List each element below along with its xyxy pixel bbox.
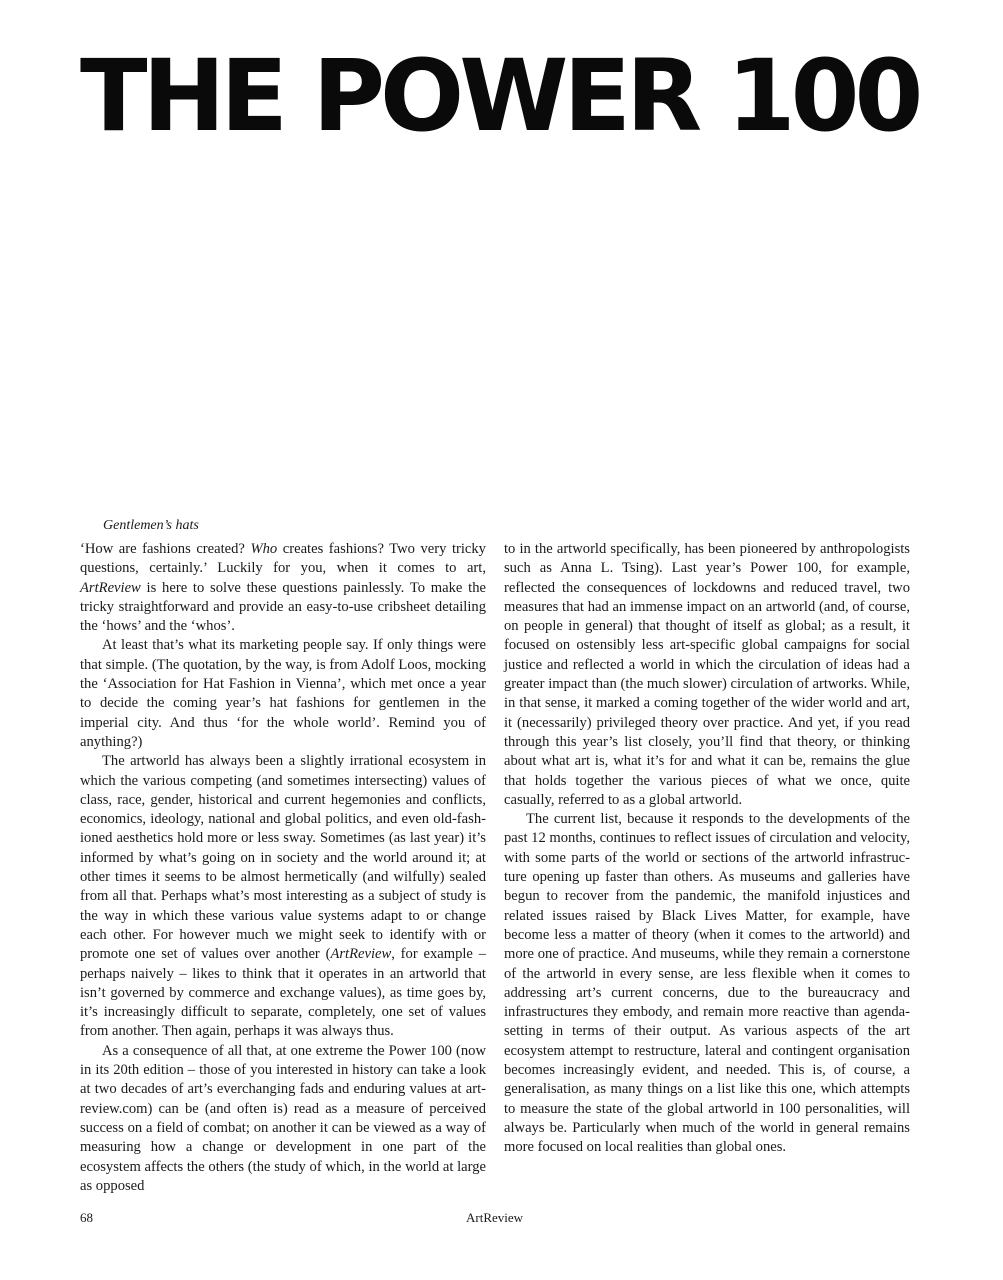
paragraph: ‘How are fashions created? Who creates fashions? Two very tricky questions, certainly.’ Luckily for you, when it comes to art, ArtReview is here to solve these questions painlessly. To make the tricky straightforward and provide an easy-to-use cribsheet detailing the ‘hows’ and the ‘whos’.: [80, 541, 486, 635]
publication-name: ArtReview: [466, 1210, 524, 1225]
image-caption: Gentlemen’s hats: [103, 518, 199, 533]
paragraph: The current list, because it responds to the developments of the past 12 months, continues to reflect issues of circulation and velocity, with some parts of the world or sections of the artworld infrastructure opening up faster than others. As museums and galleries have begun to recover from the pandemic, the manifold injustices and related issues raised by Black Lives Matter, for example, have become less a matter of theory (when it comes to the artworld) and more one of practice. And museums, while they remain a cornerstone of the artworld in every sense, are less flexible when it comes to addressing art’s current concerns, due to the bureaucracy and infrastructures they embody, and remain more reactive than agenda-setting in terms of their output. As various aspects of the art ecosystem attempt to restructure, lateral and contingent organisation becomes increasingly evident, and needed. This is, of course, a generalisation, as many things on a list like this one, which attempts to measure the state of the global artworld in 100 personalities, will always be. Particularly when much of the world in general remains more focused on local realities than global ones.: [504, 811, 910, 1156]
page-number: 68: [80, 1210, 93, 1225]
paragraph: At least that’s what its marketing people say. If only things were that simple. (The quotation, by the way, is from Adolf Loos, mocking the ‘Association for Hat Fashion in Vienna’, which met once a year to decide the coming year’s hat fashions for gentlemen in the imperial city. And thus ‘for the whole world’. Remind you of anything?): [80, 637, 486, 750]
paragraph: The artworld has always been a slightly irrational ecosystem in which the various competing (and sometimes intersecting) values of class, race, gender, historical and current hegemonies and conflicts, economics, ideology, national and global politics, and even old-fashioned aesthetics hold more or less sway. Sometimes (as last year) it’s informed by what’s going on in society and the world around it; at other times it seems to be almost hermetically (and wilfully) sealed from all that. Perhaps what’s most interesting as a subject of study is the way in which these various value systems adapt to or change each other. For however much we might seek to identify with or promote one set of values over another (ArtReview, for example – perhaps naively – likes to think that it operates in an artworld that isn’t governed by commerce and exchange values), as time goes by, it’s increasingly difficult to separate, completely, one set of values from another. Then again, perhaps it was always thus.: [80, 753, 486, 1040]
page-title: THE POWER 100: [80, 39, 919, 154]
text-column-left: [80, 540, 486, 1196]
paragraph: As a consequence of all that, at one extreme the Power 100 (now in its 20th edition – those of you interested in history can take a look at two decades of art’s everchanging fads and enduring values at artreview.com) can be (and often is) read as a measure of perceived success on a field of combat; on another it can be viewed as a way of measuring how a change or development in one part of the ecosystem affects the others (the study of which, in the world at large as opposed: [80, 1042, 486, 1194]
text-column-right: [504, 540, 910, 1158]
paragraph: to in the artworld specifically, has been pioneered by anthropologists such as Anna L. Tsing). Last year’s Power 100, for example, reflected the consequences of lockdowns and reduced travel, two measures that had an immense impact on an artworld (and, of course, on people in general) that thought of itself as global; as a result, it focused on ostensibly less art-specific global campaigns for social justice and reflected a world in which the circulation of ideas had a greater impact than (the much slower) circulation of artworks. While, in that sense, it marked a coming together of the wider world and art, it (necessarily) privileged theory over practice. And yet, if you read through this year’s list closely, you’ll find that theory, or thinking about what art is, what it’s for and what it can be, remains the glue that holds together the various pieces of what we once, quite casually, referred to as a global artworld.: [504, 541, 910, 808]
